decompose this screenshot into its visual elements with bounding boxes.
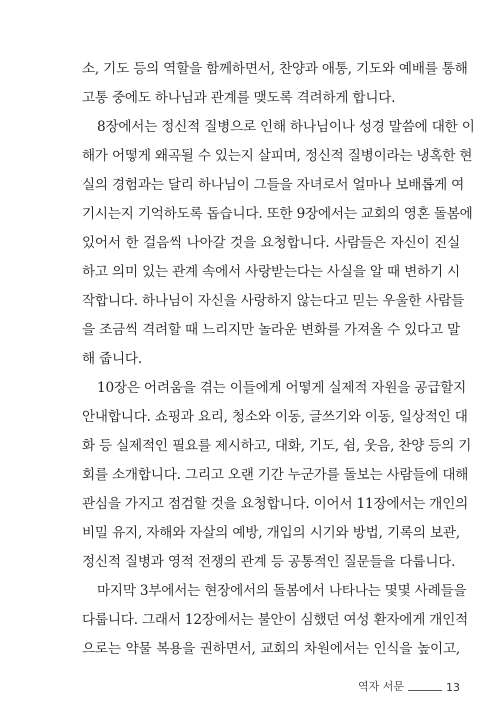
text-line: 다룹니다. 그래서 12장에서는 불안이 심했던 여성 환자에게 개인적 bbox=[82, 612, 469, 628]
page-number: 13 bbox=[446, 681, 460, 694]
text-line: 관심을 가지고 점검할 것을 요청합니다. 이어서 11장에서는 개인의 bbox=[82, 496, 469, 512]
text-line: 화 등 실제적인 필요를 제시하고, 대화, 기도, 쉼, 웃음, 찬양 등의 기 bbox=[82, 438, 472, 454]
text-line: 비밀 유지, 자해와 자살의 예방, 개입의 시기와 방법, 기록의 보관, bbox=[82, 525, 460, 541]
text-line: 안내합니다. 쇼핑과 요리, 청소와 이동, 글쓰기와 이동, 일상적인 대 bbox=[82, 409, 468, 425]
text-line: 해가 어떻게 왜곡될 수 있는지 살피며, 정신적 질병이라는 냉혹한 현 bbox=[82, 148, 473, 164]
text-line: 마지막 3부에서는 현장에서의 돌봄에서 나타나는 몇몇 사례들을 bbox=[97, 583, 467, 599]
text-line: 기시는지 기억하도록 돕습니다. 또한 9장에서는 교회의 영혼 돌봄에 bbox=[82, 206, 473, 222]
text-line: 회를 소개합니다. 그리고 오랜 기간 누군가를 돌보는 사람들에 대해 bbox=[82, 467, 469, 483]
text-line: 실의 경험과는 달리 하나님이 그들을 자녀로서 얼마나 보배롭게 여 bbox=[82, 177, 465, 193]
text-line: 정신적 질병과 영적 전쟁의 관계 등 공통적인 질문들을 다룹니다. bbox=[82, 554, 456, 570]
text-line: 으로는 약물 복용을 권하면서, 교회의 차원에서는 인식을 높이고, bbox=[82, 641, 460, 657]
text-line: 을 조금씩 격려할 때 느리지만 놀라운 변화를 가져올 수 있다고 말 bbox=[82, 322, 460, 338]
running-header-title: 역자 서문 bbox=[357, 680, 404, 693]
text-line: 하고 의미 있는 관계 속에서 사랑받는다는 사실을 알 때 변하기 시 bbox=[82, 264, 460, 280]
footer-rule bbox=[408, 690, 442, 691]
text-line: 8장에서는 정신적 질병으로 인해 하나님이나 성경 말씀에 대한 이 bbox=[97, 119, 475, 135]
text-line: 고통 중에도 하나님과 관계를 맺도록 격려하게 합니다. bbox=[82, 90, 396, 106]
text-line: 있어서 한 걸음씩 나아갈 것을 요청합니다. 사람들은 자신이 진실 bbox=[82, 235, 460, 251]
text-line: 해 줍니다. bbox=[82, 351, 142, 367]
text-line: 작합니다. 하나님이 자신을 사랑하지 않는다고 믿는 우울한 사람들 bbox=[82, 293, 465, 309]
body-text bbox=[82, 55, 475, 664]
text-line: 10장은 어려움을 겪는 이들에게 어떻게 실제적 자원을 공급할지 bbox=[97, 380, 467, 396]
page-footer bbox=[330, 674, 460, 694]
text-line: 소, 기도 등의 역할을 함께하면서, 찬양과 애통, 기도와 예배를 통해 bbox=[82, 61, 468, 77]
